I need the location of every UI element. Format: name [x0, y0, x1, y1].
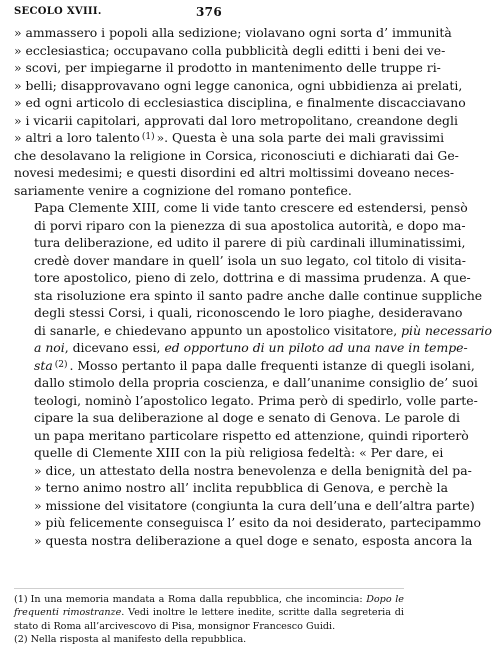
main-text: [14, 24, 492, 549]
text-line: cipare la sua deliberazione al doge e senato di Genova. Le parole di: [34, 410, 461, 425]
footnote-ref-1[interactable]: (1): [141, 132, 155, 142]
text-line: Papa Clemente XIII, come li vide tanto crescere ed estendersi, pensò: [34, 200, 468, 215]
text-segment: , dicevano essi,: [64, 340, 161, 355]
text-line: » ammassero i popoli alla sedizione; violavano ogni sorta d’ immunità: [14, 25, 452, 40]
footnote-number: (1): [14, 594, 28, 605]
text-line: » più felicemente conseguisca l’ esito da noi desiderato, partecipammo: [34, 515, 482, 530]
footnote-text: . Vedi inoltre le lettere inedite, scritte dalla segreteria di stato di Roma all’arcivescovo di Pisa, monsignor Francesco Guidi.: [14, 607, 404, 632]
text-line: » i vicarii capitolari, approvati dal loro metropolitano, creandone degli: [14, 112, 458, 128]
text-line: [14, 339, 468, 357]
paragraph-clemente: [14, 199, 492, 549]
italic-quote: a noi: [34, 340, 65, 355]
text-segment: ». Questa è una sola parte dei mali gravissimi: [156, 130, 445, 145]
paragraph-quotation-end: [14, 24, 466, 199]
running-head: SECOLO XVIII.: [14, 6, 102, 17]
text-line: credè dover mandare in quell’ isola un suo legato, col titolo di visita-: [34, 252, 466, 268]
text-line: novesi medesimi; e questi disordini ed altri moltissimi doveano neces-: [14, 165, 455, 180]
footnote-number: (2): [14, 634, 28, 646]
italic-quote: ed opportuno di un piloto ad una nave in tempe-: [164, 340, 468, 355]
text-segment: di sanarle, e chiedevano appunto un apostolico visitatore,: [34, 322, 398, 338]
text-segment: . Mosso pertanto il papa dalle frequenti istanze di quegli isolani,: [69, 357, 475, 373]
text-line: [14, 322, 492, 340]
text-line: sariamente venire a cognizione del romano pontefice.: [14, 182, 352, 198]
text-line: » ecclesiastica; occupavano colla pubblicità degli editti i beni dei ve-: [14, 42, 446, 58]
footnote-ref-2[interactable]: (2): [54, 359, 68, 370]
footnote-text: Nella risposta al manifesto della repubblica.: [30, 634, 247, 646]
text-line: » dice, un attestato della nostra benevolenza e della benignità del pa-: [34, 462, 472, 478]
page-number: 376: [196, 5, 222, 19]
text-line: » terno animo nostro all’ inclita repubblica di Genova, e perchè la: [34, 480, 449, 495]
text-line: » ed ogni articolo di ecclesiastica disciplina, e finalmente discacciavano: [14, 95, 466, 110]
page-header: [14, 6, 404, 22]
footnote-1: [14, 593, 404, 633]
italic-quote: più necessario: [401, 322, 492, 338]
footnote-divider: [14, 588, 404, 589]
text-line: un papa meritano particolare rispetto ed attenzione, quindi riporterò: [34, 427, 469, 443]
text-line: di porvi riparo con la pienezza di sua apostolica autorità, e dopo ma-: [34, 217, 466, 233]
text-line: dallo stimolo della propria coscienza, e dall’unanime consiglio de’ suoi: [34, 375, 478, 390]
text-line: » missione del visitatore (congiunta la cura dell’una e dell’altra parte): [34, 497, 475, 513]
footnote-text: In una memoria mandata a Roma dalla repubblica, che incomincia:: [30, 594, 363, 605]
footnotes: [14, 588, 404, 647]
text-segment: » altri a loro talento: [14, 130, 140, 145]
text-line: quelle di Clemente XIII con la più religiosa fedeltà: « Per dare, ei: [34, 445, 444, 460]
text-line: » belli; disapprovavano ogni legge canonica, ogni ubbidienza ai prelati,: [14, 77, 463, 93]
text-line: tore apostolico, pieno di zelo, dottrina e di massima prudenza. A que-: [34, 270, 471, 285]
text-line: » questa nostra deliberazione a quel doge e senato, esposta ancora la: [34, 532, 473, 548]
text-line: degli stessi Corsi, i quali, riconoscendo le loro piaghe, desideravano: [34, 305, 463, 320]
text-line: che desolavano la religione in Corsica, riconosciuti e dichiarati dai Ge-: [14, 147, 459, 163]
text-line: [14, 357, 475, 375]
text-line: tura deliberazione, ed udito il parere di più cardinali illuminatissimi,: [34, 235, 466, 250]
footnote-italic: Dopo le frequenti rimostranze: [14, 594, 404, 619]
text-line: » scovi, per impiegarne il prodotto in mantenimento delle truppe ri-: [14, 60, 441, 75]
footnote-2: [14, 633, 404, 646]
text-line: sta risoluzione era spinto il santo padre anche dalle continue suppliche: [34, 287, 483, 303]
text-line: teologi, nominò l’apostolico legato. Prima però di spedirlo, volle parte-: [34, 392, 478, 408]
text-line: [14, 129, 445, 147]
italic-quote: sta: [34, 357, 53, 373]
